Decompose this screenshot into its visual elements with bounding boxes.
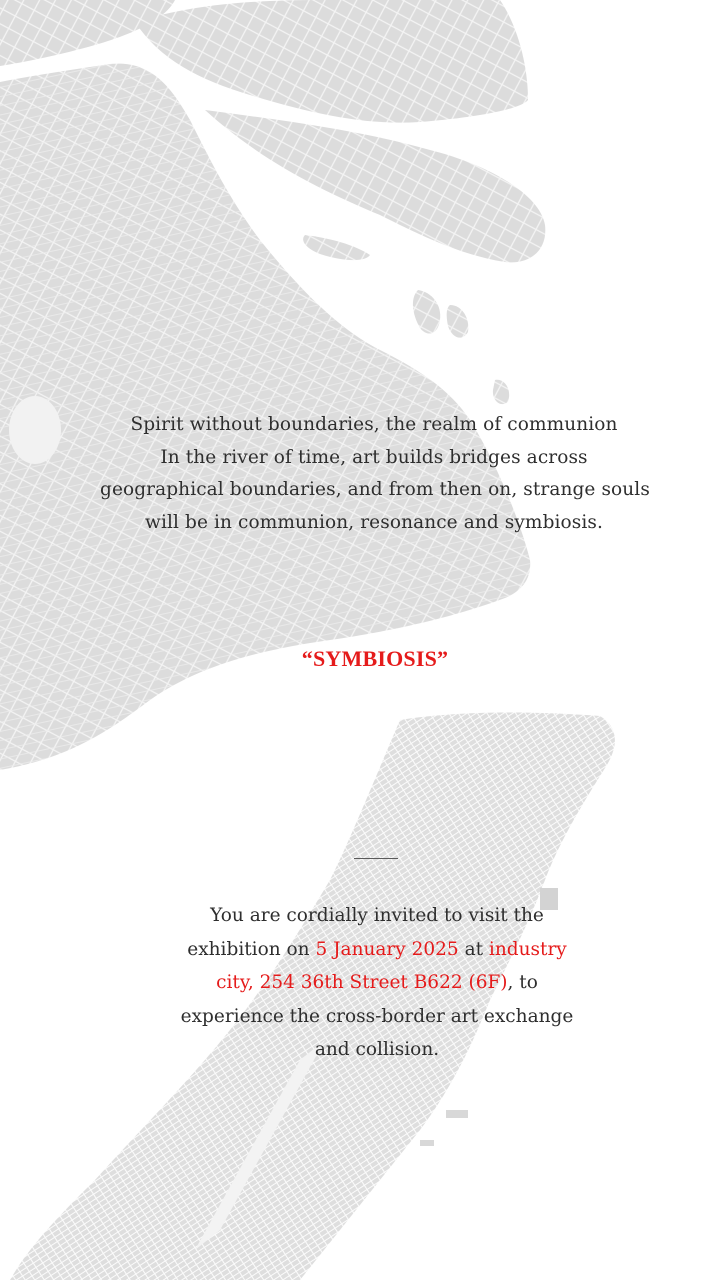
divider-line: [354, 858, 398, 859]
exhibition-title: “SYMBIOSIS”: [301, 646, 449, 671]
invitation-paragraph: [168, 899, 586, 1067]
invite-text-end: , to experience the cross-border art exchange and collision.: [180, 972, 574, 1060]
intro-line-2: In the river of time, art builds bridges across: [160, 446, 588, 468]
intro-line-1: Spirit without boundaries, the realm of communion: [130, 414, 618, 435]
exhibition-date: 5 January 2025: [315, 938, 459, 960]
invite-text-at: at: [458, 938, 489, 960]
exhibition-location: industry city, 254 36th Street B622 (6F): [216, 938, 567, 993]
intro-paragraph: [100, 409, 648, 539]
invite-text-start: You are cordially invited to visit the exhibition on: [187, 905, 544, 960]
intro-line-4: will be in communion, resonance and symbiosis.: [145, 511, 603, 533]
intro-line-3: geographical boundaries, and from then on, strange souls: [100, 479, 650, 500]
